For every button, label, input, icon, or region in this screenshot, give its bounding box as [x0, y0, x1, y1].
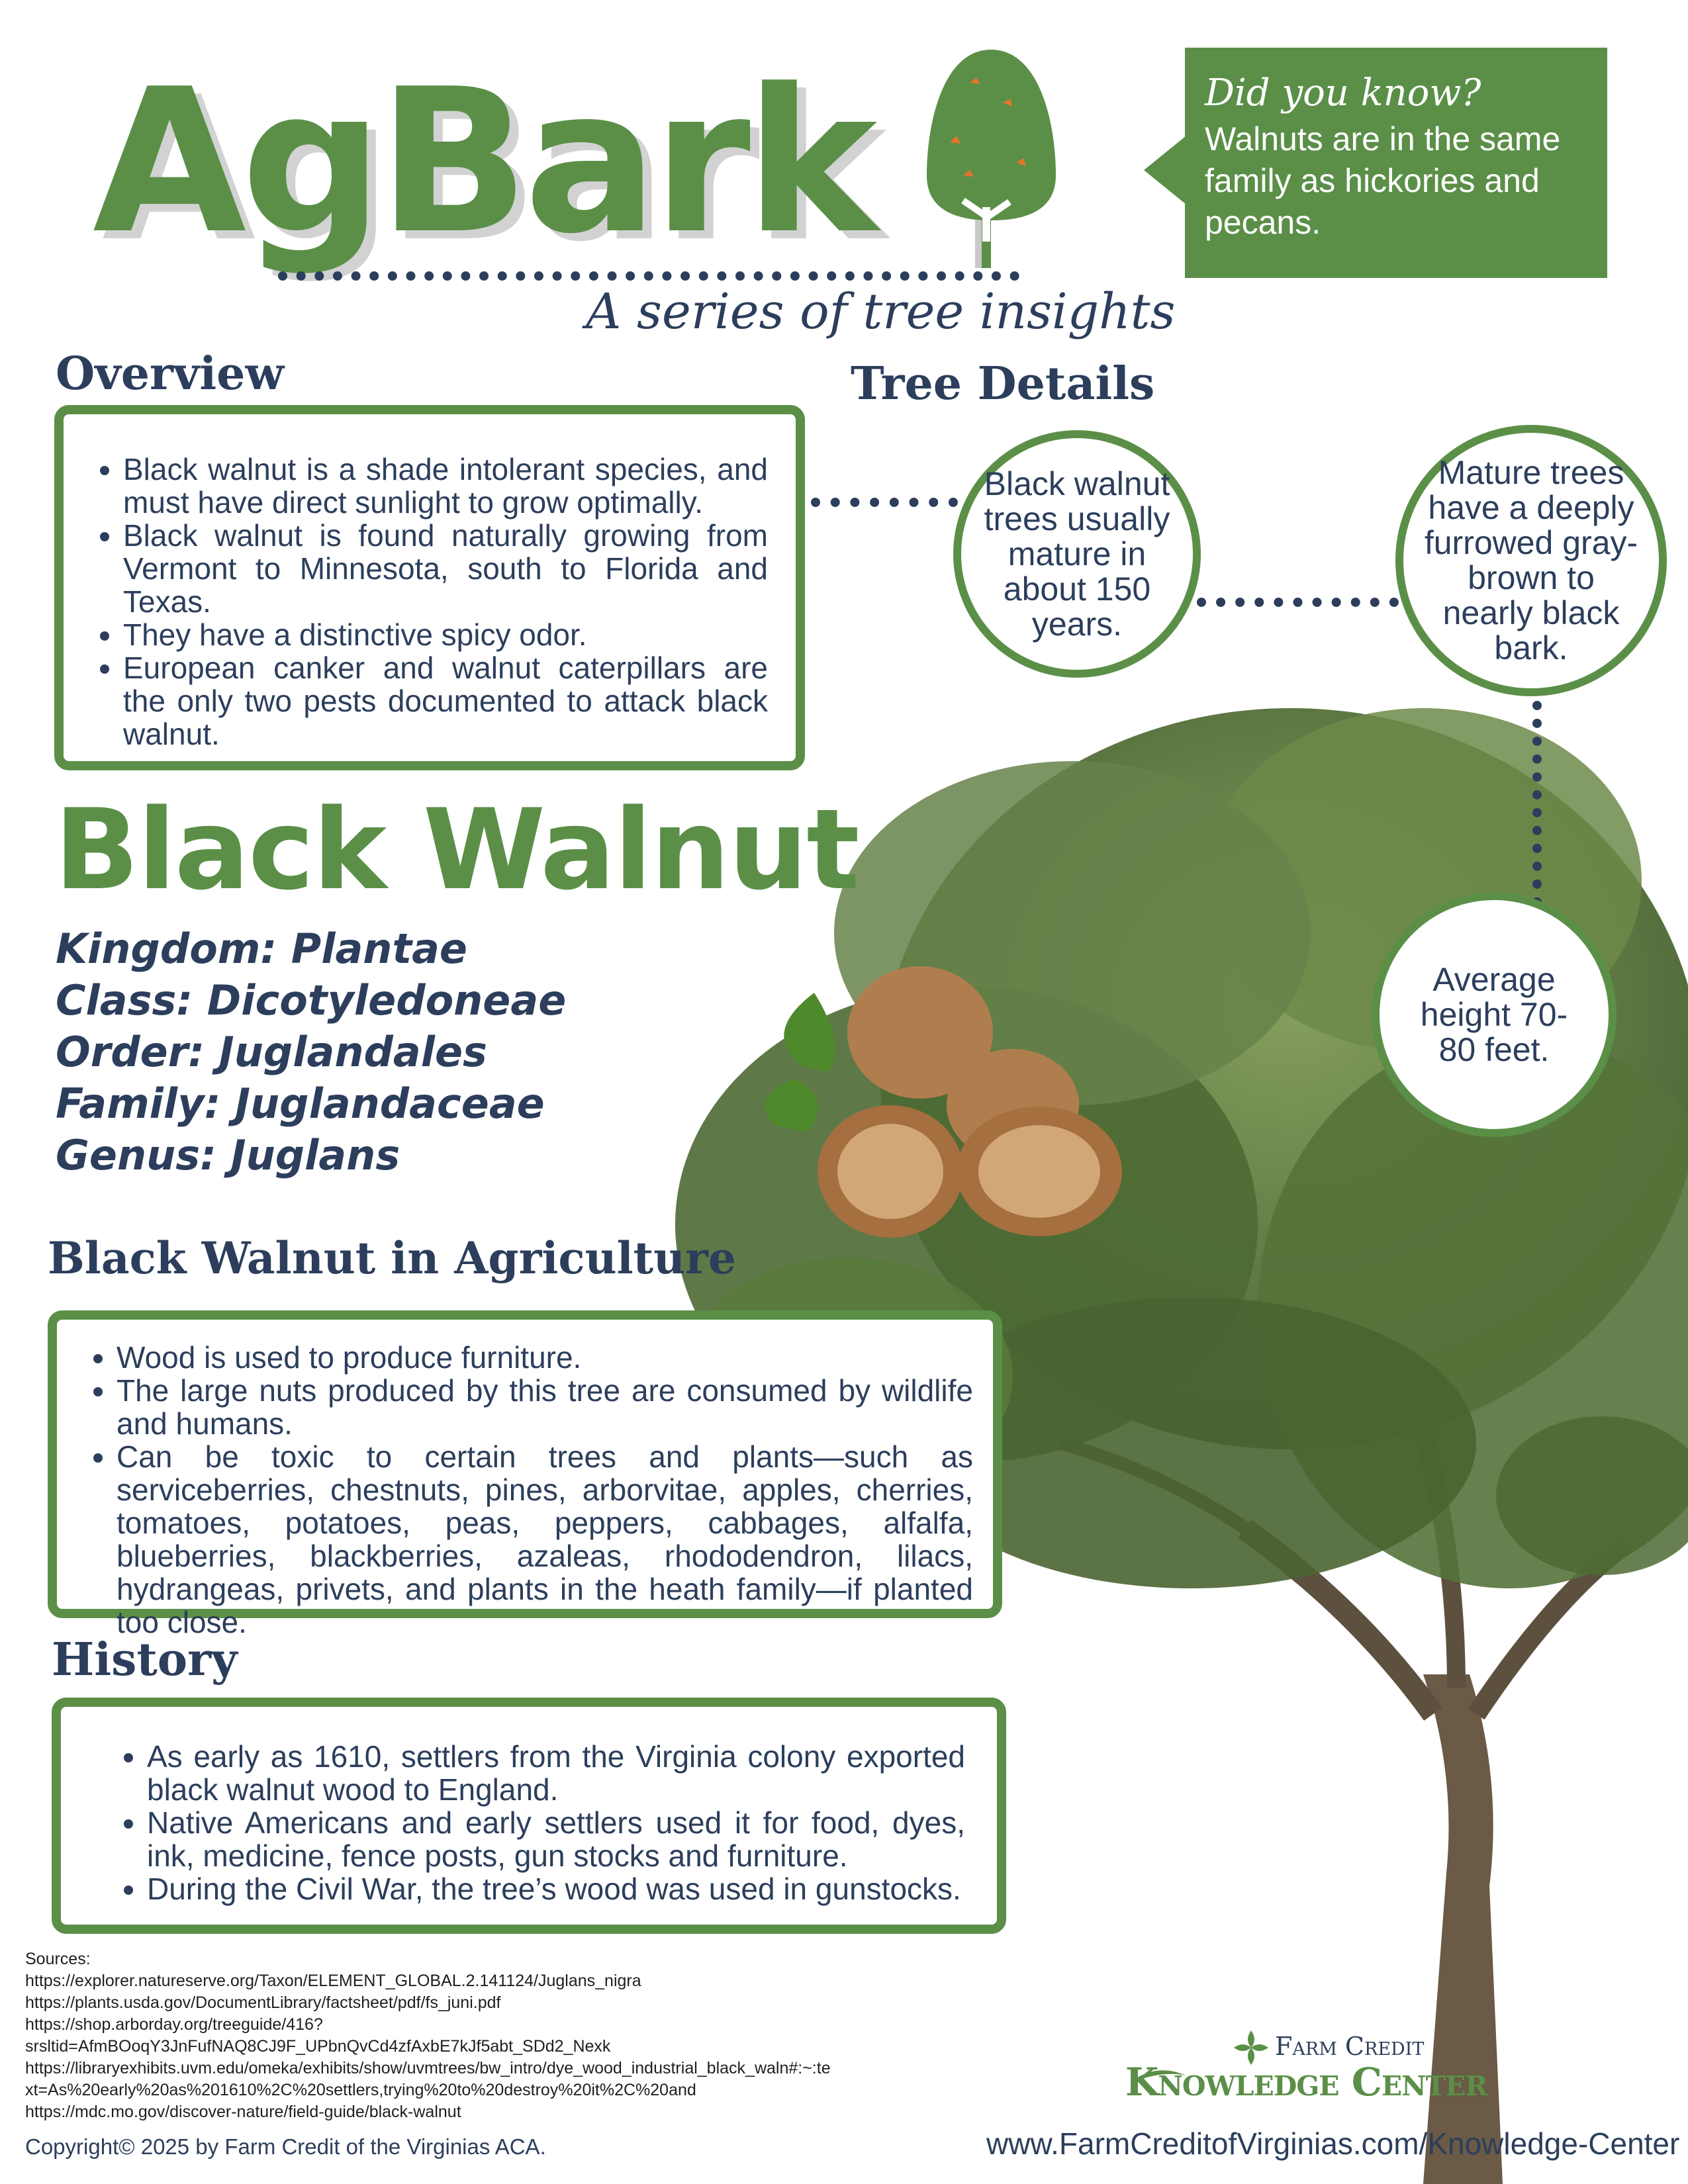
overview-list	[64, 453, 768, 751]
source-link[interactable]: https://plants.usda.gov/DocumentLibrary/factsheet/pdf/fs_juni.pdf	[25, 1993, 501, 2012]
knowledge-center-wordmark: Knowledge Center	[1125, 2060, 1487, 2105]
taxonomy-kingdom: Kingdom: Plantae	[56, 925, 467, 973]
overview-heading: Overview	[56, 347, 284, 400]
farm-credit-logo	[1125, 2025, 1602, 2105]
maturity-circle	[953, 430, 1201, 678]
agriculture-heading: Black Walnut in Agriculture	[48, 1232, 736, 1284]
history-list	[87, 1740, 965, 1905]
sources-list	[25, 1948, 831, 2123]
copyright: Copyright© 2025 by Farm Credit of the Virginias ACA.	[25, 2134, 546, 2159]
list-item: • Native Americans and early settlers used it for food, dyes, ink, medicine, fence posts, gun stocks and furniture.	[147, 1806, 965, 1872]
height-circle	[1372, 892, 1617, 1137]
did-you-know-box	[1185, 48, 1607, 278]
taxonomy-order: Order: Juglandales	[56, 1028, 487, 1076]
source-link[interactable]: https://mdc.mo.gov/discover-nature/field-guide/black-walnut	[25, 2103, 461, 2121]
source-link[interactable]: https://shop.arborday.org/treeguide/416?	[25, 2015, 323, 2034]
source-link[interactable]: srsltid=AfmBOoqY3JnFufNAQ8CJ9F_UPbnQvCd4zfAxbE7kJf5abt_SDd2_Nexk	[25, 2037, 611, 2056]
maturity-text: Black walnut trees usually mature in about 150 years.	[984, 465, 1170, 643]
history-box	[52, 1698, 1006, 1934]
list-item: • European canker and walnut caterpillars are the only two pests documented to attack black walnut.	[123, 651, 768, 751]
farm-credit-wordmark: Farm Credit	[1275, 2032, 1425, 2061]
website-link[interactable]: www.FarmCreditofVirginias.com/Knowledge-Center	[986, 2126, 1680, 2161]
did-you-know-title: Did you know?	[1205, 71, 1481, 114]
list-item: • Wood is used to produce furniture.	[117, 1341, 973, 1374]
did-you-know-pointer	[1144, 136, 1186, 205]
connector-dots	[811, 498, 958, 507]
connector-dots	[1532, 683, 1542, 907]
connector-dots	[1197, 598, 1399, 607]
overview-box	[54, 405, 805, 770]
taxonomy-list	[56, 923, 566, 1181]
agriculture-list	[57, 1341, 973, 1639]
list-item: • Black walnut is a shade intolerant species, and must have direct sunlight to grow optimally.	[123, 453, 768, 519]
source-link[interactable]: https://libraryexhibits.uvm.edu/omeka/exhibits/show/uvmtrees/bw_intro/dye_wood_industrial_black_waln#:~:te	[25, 2059, 831, 2077]
list-item: • The large nuts produced by this tree are consumed by wildlife and humans.	[117, 1374, 973, 1440]
list-item: • Black walnut is found naturally growing from Vermont to Minnesota, south to Florida and Texas.	[123, 519, 768, 618]
height-text: Average height 70-80 feet.	[1420, 960, 1568, 1068]
tagline: A series of tree insights	[586, 283, 1176, 340]
bark-text: Mature trees have a deeply furrowed gray-brown to nearly black bark.	[1424, 454, 1638, 666]
list-item: • Can be toxic to certain trees and plants—such as serviceberries, chestnuts, pines, arborvitae, apples, cherries, tomatoes, potatoes, peas, peppers, cabbages, alfalfa, blueberries, blackberries, azaleas, rhododendron, lilacs, hydrangeas, privets, and plants in the heath family—if planted too close.	[117, 1440, 973, 1639]
list-item: • During the Civil War, the tree’s wood was used in gunstocks.	[147, 1872, 965, 1905]
bark-circle	[1395, 425, 1667, 696]
agbark-logo: AgBark	[93, 46, 872, 277]
species-title: Black Walnut	[54, 785, 859, 915]
history-heading: History	[52, 1633, 238, 1686]
taxonomy-family: Family: Juglandaceae	[56, 1079, 545, 1128]
logo-tree-icon	[923, 43, 1059, 268]
source-link[interactable]: https://explorer.natureserve.org/Taxon/ELEMENT_GLOBAL.2.141124/Juglans_nigra	[25, 1972, 641, 1990]
tree-details-heading: Tree Details	[851, 357, 1155, 410]
source-link[interactable]: xt=As%20early%20as%201610%2C%20settlers,trying%20to%20destroy%20it%2C%20and	[25, 2081, 696, 2099]
taxonomy-class: Class: Dicotyledoneae	[56, 976, 567, 1024]
did-you-know-text: Walnuts are in the same family as hickories and pecans.	[1205, 120, 1561, 241]
list-item: • As early as 1610, settlers from the Virginia colony exported black walnut wood to England.	[147, 1740, 965, 1806]
agriculture-box	[48, 1310, 1002, 1639]
taxonomy-genus: Genus: Juglans	[56, 1131, 400, 1179]
list-item: • They have a distinctive spicy odor.	[123, 618, 768, 651]
sources-label: Sources:	[25, 1950, 91, 1968]
